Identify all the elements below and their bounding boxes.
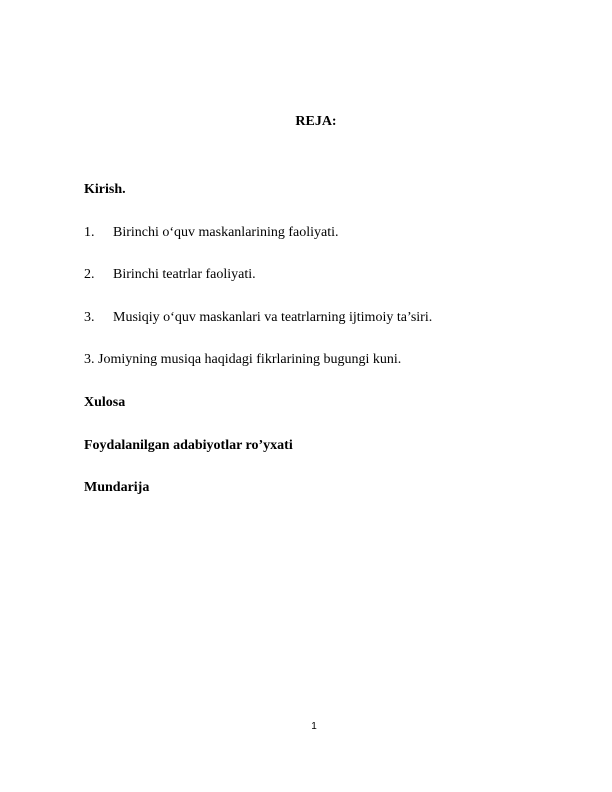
list-item xyxy=(84,266,256,284)
list-item xyxy=(84,309,432,327)
list-item xyxy=(84,224,339,242)
conclusion-heading: Xulosa xyxy=(84,395,126,410)
list-item-number: 3. xyxy=(84,310,95,325)
list-item-text: Musiqiy o‘quv maskanlari va teatrlarning ijtimoiy ta’siri. xyxy=(113,310,433,325)
page-number: 1 xyxy=(311,721,317,732)
list-item-text: Birinchi o‘quv maskanlarining faoliyati. xyxy=(113,225,339,240)
extra-list-item: 3. Jomiyning musiqa haqidagi fikrlarining bugungi kuni. xyxy=(84,352,402,367)
list-item-number: 2. xyxy=(84,267,95,282)
references-heading: Foydalanilgan adabiyotlar ro’yxati xyxy=(84,438,293,453)
list-item-text: Birinchi teatrlar faoliyati. xyxy=(113,267,256,282)
page-title: REJA: xyxy=(295,114,337,129)
contents-heading: Mundarija xyxy=(84,480,150,495)
list-item-number: 1. xyxy=(84,225,95,240)
intro-heading: Kirish. xyxy=(84,182,126,197)
